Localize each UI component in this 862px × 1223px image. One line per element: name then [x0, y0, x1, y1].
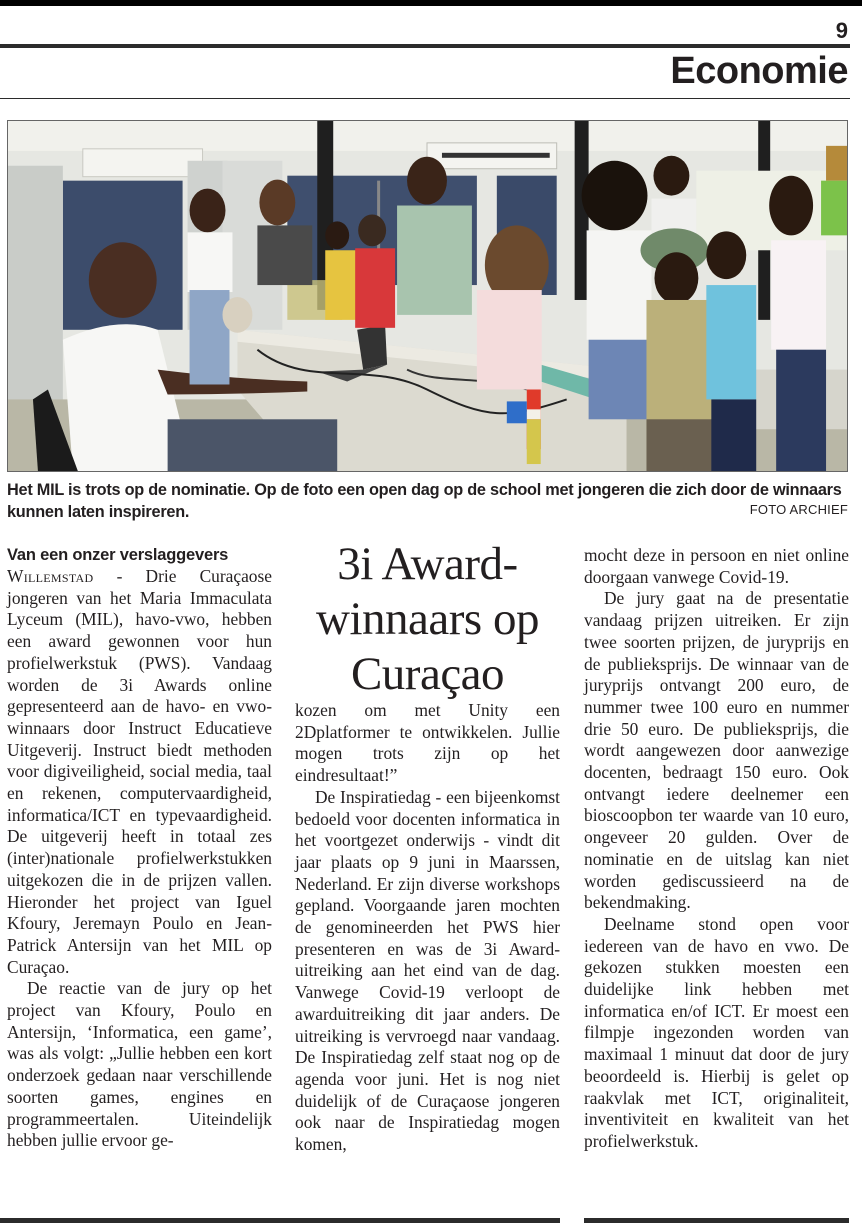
article-paragraph: De jury gaat na de presentatie vandaag prijzen uitreiken. Er zijn twee soorten prijzen, de juryprijs en de publieksprijs. De winnaar van de juryprijs ontvangt 200 euro, de nummer twee 100 euro en nummer drie 50 euro. De publieksprijs, die wordt aangewezen door aanwezige docenten, bedraagt 150 euro. Ook ontvangt iedere deelnemer een bioscoopbon ter waarde van 10 euro, ongeveer 20 gulden. Over de nominatie en de uitslag kan niet worden gediscussieerd na de bekendmaking. — [584, 588, 849, 913]
article-paragraph: De Inspiratiedag - een bijeenkomst bedoeld voor docenten informatica in het voortgezet onderwijs - vindt dit jaar plaats op 9 juni in Maarssen, Nederland. Er zijn diverse workshops gepland. Voorgaande jaren mochten de genomineerden het PWS hier presenteren en was de 3i Award-uitreiking aan het eind van de dag. Vanwege Covid-19 verloopt de awarduitreiking dit jaar anders. De uitreiking is vervroegd naar vandaag. De Inspiratiedag zelf staat nog op de agenda voor juni. Het is nog niet duidelijk of de Curaçaose jongeren ook naar de Inspiratiedag mogen komen, — [295, 786, 560, 1155]
article-column-1 — [7, 545, 272, 1152]
article-paragraph: De reactie van de jury op het project van Kfoury, Poulo en Antersijn, ‘Informatica, een game’, was als volgt: „Jullie hebben een kort onderzoek gedaan naar verschillende soorten games, engines en programmeertalen. Uiteindelijk hebben jullie ervoor ge- — [7, 978, 272, 1151]
article-paragraph — [7, 566, 272, 978]
top-border — [0, 0, 862, 6]
article-photo — [7, 120, 848, 472]
bottom-rule-left — [0, 1218, 560, 1223]
photo-caption: Het MIL is trots op de nominatie. Op de foto een open dag op de school met jongeren die zich door de winnaars kunnen laten inspireren. — [7, 481, 842, 521]
photo-credit: FOTO ARCHIEF — [749, 502, 848, 517]
article-headline — [290, 537, 565, 702]
page-number: 9 — [835, 18, 848, 43]
header-rule — [0, 44, 850, 48]
classroom-photo-illustration — [8, 121, 847, 471]
article-column-2 — [295, 700, 560, 1156]
article-paragraph: Deelname stond open voor iedereen van de havo en vwo. De gekozen stukken moesten een duidelijke link hebben met informatica en/of ICT. Er moest een filmpje ingezonden worden van maximaal 1 minuut dat door de jury beoordeeld is. Hierbij is gelet op raakvlak met ICT, originaliteit, inventiviteit en kwaliteit van het profielwerkstuk. — [584, 913, 849, 1151]
headline-line: winnaars op — [316, 593, 539, 645]
article-column-3 — [584, 545, 849, 1153]
headline-line: Curaçao — [350, 648, 505, 700]
article-paragraph: kozen om met Unity een 2Dplatformer te ontwikkelen. Jullie mogen trots zijn op het eindresultaat!” — [295, 700, 560, 786]
byline: Van een onzer verslaggevers — [7, 546, 229, 564]
headline-line: 3i Award- — [337, 538, 518, 590]
section-title: Economie — [670, 50, 848, 92]
dateline: Willemstad — [7, 566, 94, 586]
paragraph-text: - Drie Curaçaose jongeren van het Maria Immaculata Lyceum (MIL), havo-vwo, hebben een award gewonnen voor hun profielwerkstuk (PWS). Vandaag worden de 3i Awards online gepresenteerd aan de havo- en vwo-winnaars door Instruct Educatieve Uitgeverij. Instruct biedt methoden voor digiveiligheid, social media, taal en rekenen, computervaardigheid, informatica/ICT en typevaardigheid. De uitgeverij heeft in totaal zes (inter)nationale profielwerkstukken uitgekozen die in de prijzen vallen. Hieronder het project van Iguel Kfoury, Jeremayn Poulo en Jean-Patrick Antersijn van het MIL op Curaçao. — [7, 566, 272, 977]
article-paragraph: mocht deze in persoon en niet online doorgaan vanwege Covid-19. — [584, 545, 849, 587]
bottom-rule-right — [584, 1218, 849, 1223]
section-rule — [0, 98, 850, 99]
